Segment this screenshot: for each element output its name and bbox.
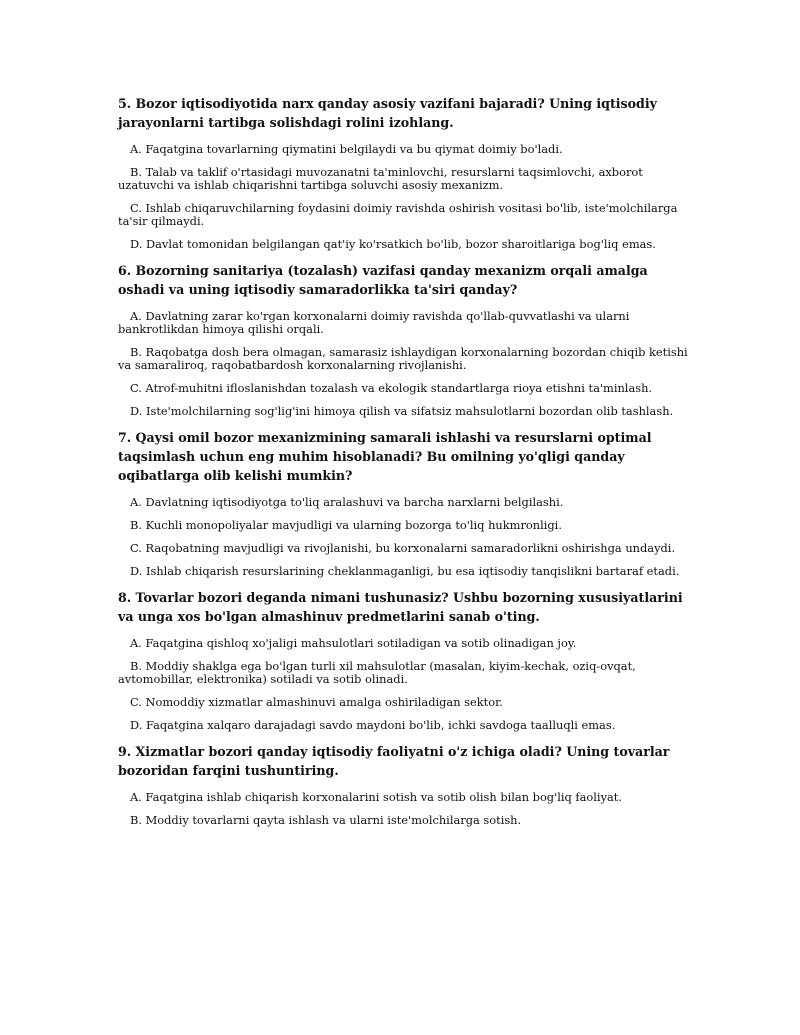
question-9 <box>118 742 688 827</box>
question-7 <box>118 428 688 578</box>
question-text: 8. Tovarlar bozori deganda nimani tushunasiz? Ushbu bozorning xususiyatlarini va unga xos bo'lgan almashinuv predmetlarini sanab o'ting. <box>118 590 683 624</box>
answer-option-b: B. Raqobatga dosh bera olmagan, samarasiz ishlaydigan korxonalarning bozordan chiqib ketishi va samaraliroq, raqobatbardosh korxonalarning rivojlanishi. <box>118 345 688 372</box>
answer-option-a: A. Faqatgina qishloq xo'jaligi mahsulotlari sotiladigan va sotib olinadigan joy. <box>130 636 577 650</box>
answer-option-c: C. Ishlab chiqaruvchilarning foydasini doimiy ravishda oshirish vositasi bo'lib, iste'molchilarga ta'sir qilmaydi. <box>118 201 678 228</box>
question-8 <box>118 588 688 732</box>
question-text: 6. Bozorning sanitariya (tozalash) vazifasi qanday mexanizm orqali amalga oshadi va uning iqtisodiy samaradorlikka ta'siri qanday? <box>118 263 648 297</box>
question-text: 9. Xizmatlar bozori qanday iqtisodiy faoliyatni o'z ichiga oladi? Uning tovarlar bozoridan farqini tushuntiring. <box>118 744 670 778</box>
answer-option-c: C. Atrof-muhitni ifloslanishdan tozalash va ekologik standartlarga rioya etishni ta'minlash. <box>130 381 653 395</box>
answer-option-d: D. Iste'molchilarning sog'lig'ini himoya qilish va sifatsiz mahsulotlarni bozordan olib tashlash. <box>130 404 674 418</box>
answer-option-d: D. Ishlab chiqarish resurslarining cheklanmaganligi, bu esa iqtisodiy tanqislikni bartaraf etadi. <box>130 564 680 578</box>
answer-option-b: B. Moddiy tovarlarni qayta ishlash va ularni iste'molchilarga sotish. <box>130 813 522 827</box>
answer-option-a: A. Davlatning iqtisodiyotga to'liq aralashuvi va barcha narxlarni belgilashi. <box>130 495 564 509</box>
answer-option-d: D. Davlat tomonidan belgilangan qat'iy ko'rsatkich bo'lib, bozor sharoitlariga bog'liq emas. <box>130 237 656 251</box>
answer-option-c: C. Nomoddiy xizmatlar almashinuvi amalga oshiriladigan sektor. <box>130 695 503 709</box>
answer-option-a: A. Faqatgina ishlab chiqarish korxonalarini sotish va sotib olish bilan bog'liq faoliyat. <box>130 790 622 804</box>
answer-option-a: A. Faqatgina tovarlarning qiymatini belgilaydi va bu qiymat doimiy bo'ladi. <box>130 142 563 156</box>
document-page <box>118 94 688 837</box>
answer-option-b: B. Kuchli monopoliyalar mavjudligi va ularning bozorga to'liq hukmronligi. <box>130 518 562 532</box>
question-6 <box>118 261 688 418</box>
question-text: 7. Qaysi omil bozor mexanizmining samarali ishlashi va resurslarni optimal taqsimlash uchun eng muhim hisoblanadi? Bu omilning yo'qligi qanday oqibatlarga olib kelishi mumkin? <box>118 430 652 483</box>
question-text: 5. Bozor iqtisodiyotida narx qanday asosiy vazifani bajaradi? Uning iqtisodiy jarayonlarni tartibga solishdagi rolini izohlang. <box>118 96 657 130</box>
question-5 <box>118 94 688 251</box>
answer-option-d: D. Faqatgina xalqaro darajadagi savdo maydoni bo'lib, ichki savdoga taalluqli emas. <box>130 718 616 732</box>
answer-option-a: A. Davlatning zarar ko'rgan korxonalarni doimiy ravishda qo'llab-quvvatlashi va ularni bankrotlikdan himoya qilishi orqali. <box>118 309 630 336</box>
answer-option-b: B. Moddiy shaklga ega bo'lgan turli xil mahsulotlar (masalan, kiyim-kechak, oziq-ovqat, avtomobillar, elektronika) sotiladi va sotib olinadi. <box>118 659 636 686</box>
answer-option-c: C. Raqobatning mavjudligi va rivojlanishi, bu korxonalarni samaradorlikni oshirishga undaydi. <box>130 541 676 555</box>
answer-option-b: B. Talab va taklif o'rtasidagi muvozanatni ta'minlovchi, resurslarni taqsimlovchi, axborot uzatuvchi va ishlab chiqarishni tartibga soluvchi asosiy mexanizm. <box>118 165 643 192</box>
